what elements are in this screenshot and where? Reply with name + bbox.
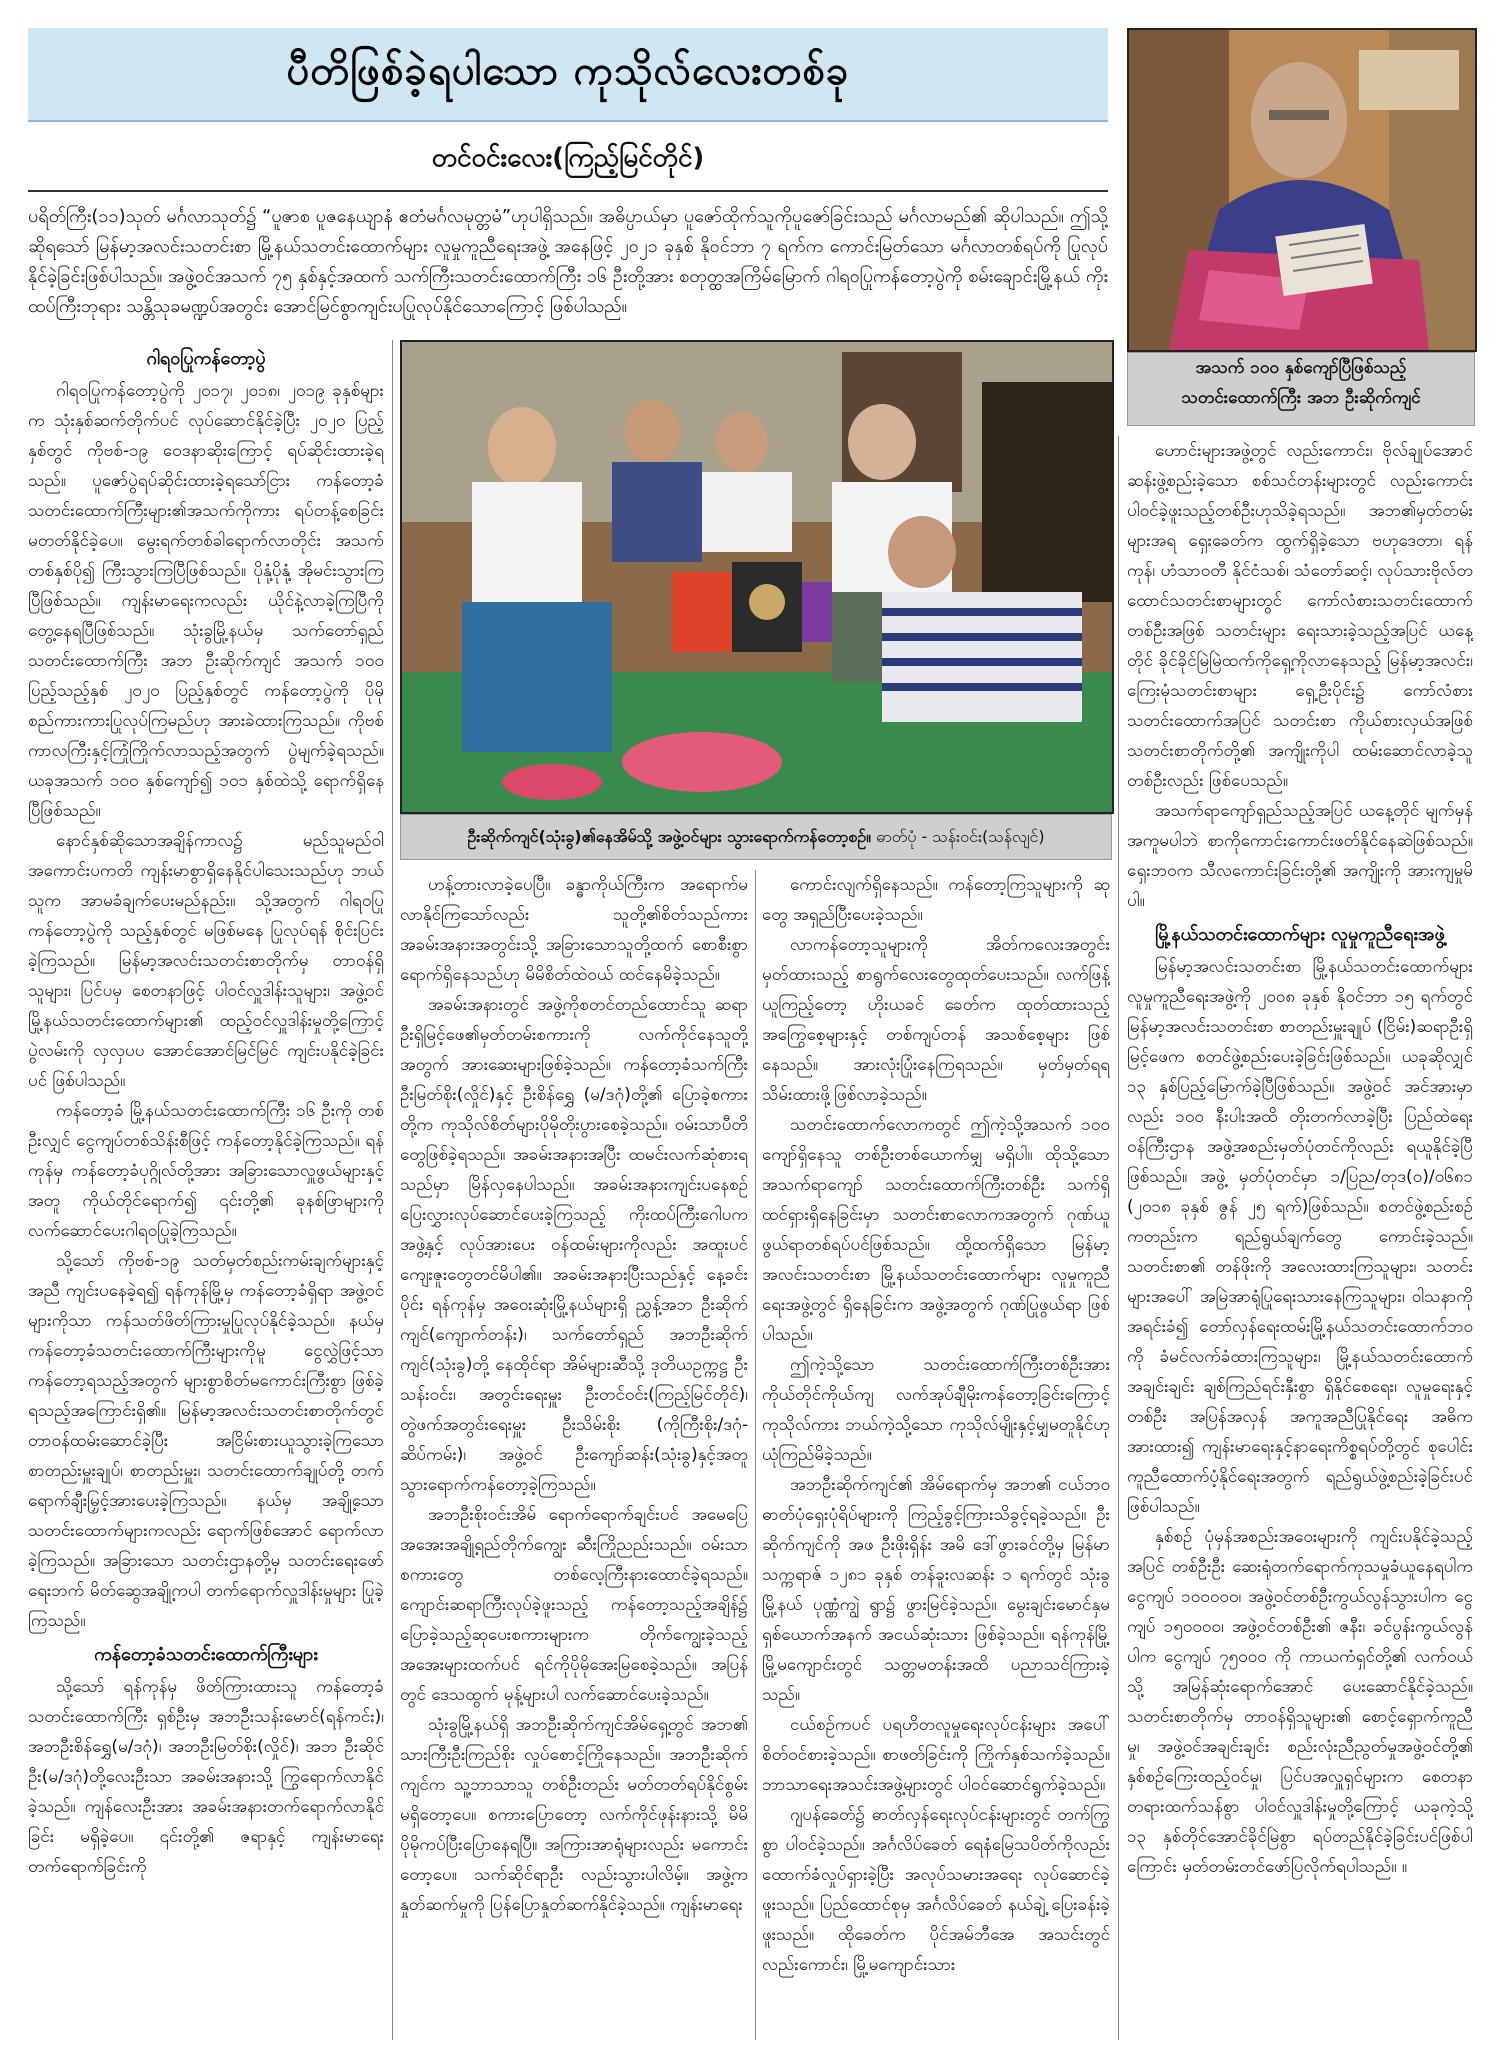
main-photo-caption xyxy=(400,814,1112,860)
side-photo-elderly-journalist xyxy=(1127,28,1477,352)
headline-banner xyxy=(28,28,1108,122)
paragraph: ကန်တော့ခံ မြို့နယ်သတင်းထောက်ကြီး ၁၆ ဦးကို တစ်ဦးလျှင် ငွေကျပ်တစ်သိန်းစီဖြင့် ကန်တော့နိုင်ခဲ့ကြသည်။ ရန်ကုန်မှ ကန်တော့ခံပုဂ္ဂိုလ်တို့အား အခြားသောလှူဖွယ်များနှင့်အတူ ကိုယ်တိုင်ရောက်၍ ၎င်းတို့၏ ခုနစ်ဖြာများကို လက်ဆောင်ပေးဂါရဝပြုခဲ့ကြသည်။ xyxy=(28,1101,384,1241)
paragraph: နှစ်စဉ် ပုံမှန်အစည်းအဝေးများကို ကျင်းပနိုင်ခဲ့သည့်အပြင် တစ်ဦးဦး ဆေးရုံတက်ရောက်ကုသမှုခံယူနေရပါက ငွေကျပ် ၁၀၀၀၀၀၊ အဖွဲ့ဝင်တစ်ဦးကွယ်လွန်သွားပါက ငွေကျပ် ၁၅၀၀၀၀၊ အဖွဲ့ဝင်တစ်ဦး၏ ဇနီး၊ ခင်ပွန်းကွယ်လွန်ပါက ငွေကျပ် ၇၅၀၀၀ ကို ကာယကံရှင်တို့၏ လက်ဝယ်သို့ အမြန်ဆုံးရောက်အောင် ပေးဆောင်နိုင်ခဲ့သည်။ သတင်းစာတိုက်မှ တာဝန်ရှိသူများ၏ စောင့်ရှောက်ကူညီမှု၊ အဖွဲ့ဝင်အချင်းချင်း စည်းလုံးညီညွတ်မှုအဖွဲ့ဝင်တို့၏ နှစ်စဉ်ကြေးထည့်ဝင်မှု၊ ပြင်ပအလှူရှင်များက စေတနာတရားထက်သန်စွာ ပါဝင်လှူဒါန်းမှုတို့ကြောင့် ယခုကဲ့သို့ ၁၃ နှစ်တိုင်အောင်ခိုင်မြဲစွာ ရပ်တည်နိုင်ခဲ့ခြင်းပင်ဖြစ်ပါကြောင်း မှတ်တမ်းတင်ဖော်ပြလိုက်ရပါသည်။ ။ xyxy=(1127,1527,1473,1877)
paragraph: လာကန်တော့သူများကို အိတ်ကလေးအတွင်း မှတ်ထားသည့် စာရွက်လေးတွေထုတ်ပေးသည်။ လက်ဖြန့်ယူကြည့်တော့ ဟိုးယခင် ခေတ်က ထုတ်ထားသည့် အကြွေစေ့များနှင့် တစ်ကျပ်တန် အသစ်စေ့များ ဖြစ်နေသည်။ အားလုံးပြုံးနေကြရသည်။ မှတ်မှတ်ရရ သိမ်းထားဖို့ဖြစ်လာခဲ့သည်။ xyxy=(762,935,1110,1105)
paragraph: မြန်မာ့အလင်းသတင်းစာ မြို့နယ်သတင်းထောက်များ လူမှုကူညီရေးအဖွဲ့ကို ၂၀၀၈ ခုနှစ် နိုဝင်ဘာ ၁၅ ရက်တွင် မြန်မာ့အလင်းသတင်းစာ စာတည်းမှူးချုပ် (ငြိမ်း)ဆရာဦးရှိမြင့်ဖေက စတင်ဖွဲ့စည်းပေးခဲ့ခြင်းဖြစ်သည်။ ယခုဆိုလျှင် ၁၃ နှစ်ပြည့်မြောက်ခဲ့ပြီဖြစ်သည်။ အဖွဲ့ဝင် အင်အားမှာလည်း ၁၀၀ နီးပါးအထိ တိုးတက်လာခဲ့ပြီး ပြည်ထဲရေးဝန်ကြီးဌာန အဖွဲ့အစည်းမှတ်ပုံတင်ကိုလည်း ရယူနိုင်ခဲ့ပြီဖြစ်သည်။ အဖွဲ့ မှတ်ပုံတင်မှာ ၁/ပြည/တုဒ(၀)/၀၆၈၁ (၂၀၁၈ ခုနှစ် ဇွန် ၂၅ ရက်)ဖြစ်သည်။ စတင်ဖွဲ့စည်းစဉ်ကတည်းက ရည်ရွယ်ချက်တွေ ကောင်းခဲ့သည်။ သတင်းစာ၏ တန်ဖိုးကို အလေးထားကြသူများ၊ သတင်းများအပေါ် အမြဲအာရုံပြုရေးသားနေကြသူများ၊ ဝါသနာကိုအရင်းခံ၍ တော်လှန်ရေးထမ်းမြို့နယ်သတင်းထောက်ဘဝကို ခံမင်လက်ခံထားကြသူများ၊ မြို့နယ်သတင်းထောက် အချင်းချင်း ချစ်ကြည်ရင်းနှီးစွာ ရှိနိုင်စေရေး၊ လူမှုရေးနှင့်တစ်ဦး အပြန်အလှန် အကူအညီပြုနိုင်ရေး အဓိကအားထား၍ ကျန်းမာရေးနှင့်နာရေးကိစ္စရပ်တို့တွင် စုပေါင်းကူညီထောက်ပံ့နိုင်ရေးအတွက် ရည်ရွယ်ဖွဲ့စည်းခဲ့ခြင်းပင် ဖြစ်ပါသည်။ xyxy=(1127,957,1473,1517)
ceremony-scene-illustration xyxy=(402,342,1112,812)
paragraph: အဘဦးဆိုက်ကျင်၏ အိမ်ရောက်မှ အဘ၏ ငယ်ဘဝဓာတ်ပုံရှေးပုံရိပ်များကို ကြည့်ခွင့်ကြားသိခွင့်ရခဲ့သည်။ ဦးဆိုက်ကျင်ကို အဖ ဦးဖိုးရှိန်း အမိ ဒေါ်ဖွားခင်တို့မှ မြန်မာသက္ကရာဇ် ၁၂၈၁ ခုနှစ် တန်ခူးလဆန်း ၁ ရက်တွင် သုံးခွမြို့နယ် ပုဏ္ဏံကျွဲ ရွာ၌ ဖွားမြင်ခဲ့သည်။ မွေးချင်းမောင်နှမ ရှစ်ယောက်အနက် အငယ်ဆုံးသား ဖြစ်ခဲ့သည်။ ရန်ကုန်မြို့ မြို့မကျောင်းတွင် သတ္တမတန်းအထိ ပညာသင်ကြားခဲ့သည်။ xyxy=(762,1475,1110,1705)
paragraph: သို့သော် ကိုဗစ်-၁၉ သတ်မှတ်စည်းကမ်းချက်များနှင့်အညီ ကျင်းပနေခဲ့ရ၍ ရန်ကုန်မြို့မှ ကန်တော့ခံရှိရာ အဖွဲ့ဝင်များကိုသာ ကန်သတ်ဖိတ်ကြားမှုပြုလုပ်နိုင်ခဲ့သည်။ နယ်မှကန်တော့ခံသတင်းထောက်ကြီးများကိုမူ ငွေလွှဲဖြင့်သာ ကန်တော့ရသည့်အတွက် များစွာစိတ်မကောင်းကြီးစွာ ဖြစ်ခဲ့ရသည့်အကြောင်းရှိ၏။ မြန်မာ့အလင်းသတင်းစာတိုက်တွင် တာဝန်ထမ်းဆောင်ခဲ့ပြီး အငြိမ်းစားယူသွားခဲ့ကြသော စာတည်းမှူးချုပ်၊ စာတည်းမှူး၊ သတင်းထောက်ချုပ်တို့ တက်ရောက်ချီးမြှင့်အားပေးခဲ့ကြသည်။ နယ်မှ အချို့သော သတင်းထောက်များကလည်း ရောက်ဖြစ်အောင် ရောက်လာခဲ့ကြသည်။ အခြားသော သတင်းဌာနတို့မှ သတင်းရေးဖော်ရေးဘက် မိတ်ဆွေအချို့ကပါ တက်ရောက်လှူဒါန်းမှုများ ပြုခဲ့ကြသည်။ xyxy=(28,1251,384,1631)
paragraph: ဤကဲ့သို့သော သတင်းထောက်ကြီးတစ်ဦးအား ကိုယ်တိုင်ကိုယ်ကျ လက်အုပ်ချီမိုးကန်တော့ခြင်းကြောင့် ကုသိုလ်ကား ဘယ်ကဲ့သို့သော ကုသိုလ်မျိုးနှင့်မျှမတူနိုင်ဟု ယုံကြည်မိခဲ့သည်။ xyxy=(762,1355,1110,1465)
section-heading: ဂါရဝပြုကန်တော့ပွဲ xyxy=(146,348,266,369)
section-heading: မြို့နယ်သတင်းထောက်များ လူမှုကူညီရေးအဖွဲ့ xyxy=(1155,924,1445,945)
side-caption-line2: သတင်းထောက်ကြီး အဘ ဦးဆိုက်ကျင် xyxy=(1181,388,1421,408)
column-divider xyxy=(755,870,756,2040)
article-column-2 xyxy=(400,870,748,2040)
paragraph: အသက်ရာကျော်ရှည်သည့်အပြင် ယနေ့တိုင် မျက်မှန်အကူမပါဘဲ စာကိုကောင်းကောင်းဖတ်နိုင်နေဆဲဖြစ်သည်။ ရှေးဘဝက သီလကောင်းခြင်းတို့၏ အကျိုးကို အားကျမှုမိပါ။ xyxy=(1127,801,1473,911)
side-caption-line1: အသက် ၁၀၀ နှစ်ကျော်ပြီဖြစ်သည့် xyxy=(1195,358,1407,378)
paragraph: အဘဦးစိုးဝင်းအိမ် ရောက်ရောက်ချင်းပင် အမေပြေ အအေးအချို့ရည်တိုက်ကျွေး ဆီးကြိုညည်းသည်။ ဝမ်းသာစကားတွေ တစ်လေ့ကြီးနားထောင်ခဲ့ရသည်။ ကျောင်းဆရာကြီးလုပ်ခဲ့ဖူးသည့် ကန်တော့သည့်အချိန်၌ ပြောခဲ့သည့်ဆုပေးစကားများက တိုက်ကျွေးခဲ့သည့် အအေးများထက်ပင် ရင်ကိုပိုမိုအေးမြစေခဲ့သည်။ အပြန်တွင် ဒေသထွက် မုန့်များပါ လက်ဆောင်ပေးခဲ့သည်။ xyxy=(400,1505,748,1705)
paragraph: အခမ်းအနားတွင် အဖွဲ့ကိုစတင်တည်ထောင်သူ ဆရာဦးရှိမြင့်ဖေ၏မှတ်တမ်းစကားကို လက်ကိုင်နေသူတို့အတွက် အားဆေးများဖြစ်ခဲ့သည်။ ကန်တော့ခံသက်ကြီး ဦးမြတ်စိုး(လှိုင်)နှင့် ဦးစိန်ရွှေ (မ/ဒဂုံ)တို့၏ ပြောခဲ့စကားတို့က ကုသိုလ်စိတ်များပိုမိုတိုးပွားစေခဲ့သည်။ ဝမ်းသာပီတိတွေဖြစ်ခဲ့ရသည်။ အခမ်းအနားအပြီး ထမင်းလက်ဆုံစားရသည်မှာ မြိန်လှနေပါသည်။ အခမ်းအနားကျင်းပနေစဉ် ပြေးလွှားလုပ်ဆောင်ပေးခဲ့ကြသည့် ကိုးထပ်ကြီးဂေါပကအဖွဲ့နှင့် လုပ်အားပေး ဝန်ထမ်းများကိုလည်း အထူးပင်ကျေးဇူးတွေတင်မိပါ၏။ အခမ်းအနားပြီးသည်နှင့် နေ့ခင်းပိုင်း ရန်ကုန်မှ အဝေးဆုံးမြို့နယ်များရှိ ညွှန့်အဘ ဦးဆိုက်ကျင်(ကျောက်တန်း)၊ သက်တော်ရှည် အဘဦးဆိုက်ကျင်(သုံးခွ)တို့ နေထိုင်ရာ အိမ်များဆီသို့ ဒုတိယဥက္ကဋ္ဌ ဦးသန်းဝင်း၊ အတွင်းရေးမှူး ဦးတင်ဝင်း(ကြည့်မြင်တိုင်)၊ တွဲဖက်အတွင်းရေးမှူး ဦးသိမ်းစိုး (ကိုကြီးစိုး/ဒဂုံ-ဆိပ်ကမ်း)၊ အဖွဲ့ဝင် ဦးကျော်ဆန်း(သုံးခွ)နှင့်အတူ သွားရောက်ကန်တော့ခဲ့ကြသည်။ xyxy=(400,995,748,1495)
main-caption-credit: ဓာတ်ပုံ - သန်းဝင်း(သန်လျင်) xyxy=(870,827,1045,846)
paragraph: ငယ်စဉ်ကပင် ပရဟိတလူမှုရေးလုပ်ငန်းများ အပေါ်စိတ်ဝင်စားခဲ့သည်။ စာဖတ်ခြင်းကို ကြိုက်နှစ်သက်ခဲ့သည်။ ဘာသာရေးအသင်းအဖွဲ့များတွင် ပါဝင်ဆောင်ရွက်ခဲ့သည်။ xyxy=(762,1715,1110,1795)
paragraph: ဟောင်းများအဖွဲ့တွင် လည်းကောင်း၊ ဗိုလ်ချုပ်အောင်ဆန်းဖွဲ့စည်းခဲ့သော စစ်သင်တန်းများတွင် လည်းကောင်း ပါဝင်ခဲ့ဖူးသည့်တစ်ဦးဟုသိခဲ့ရသည်။ အဘ၏မှတ်တမ်းများအရ ရှေးခေတ်က ထွက်ရှိခဲ့သော ဗဟုဒေတာ၊ ရန်ကုန်၊ ဟံသာဝတီ နိုင်ငံသစ်၊ သံတော်ဆင့်၊ လုပ်သားဗိုလ်တထောင်သတင်းစာများတွင် ကော်လံစားသတင်းထောက်တစ်ဦးအဖြစ် သတင်းများ ရေးသားခဲ့သည့်အပြင် ယနေ့တိုင် ခိုင်ခိုင်မြဲမြဲထက်ကိုရှေ့ကိုလာနေသည့် မြန်မာ့အလင်း၊ ကြေးမုံသတင်းစာများ ရှေ့ဦးပိုင်း၌ ကော်လံစားသတင်းထောက်အပြင် သတင်းစာ ကိုယ်စားလှယ်အဖြစ် သတင်းစာတိုက်တို့၏ အကျိုးကိုပါ ထမ်းဆောင်လာခဲ့သူတစ်ဦးလည်း ဖြစ်ပေသည်။ xyxy=(1127,441,1473,791)
section-heading: ကန်တော့ခံသတင်းထောက်ကြီးများ xyxy=(94,1644,318,1665)
divider xyxy=(28,190,1108,192)
paragraph: သတင်းထောက်လောကတွင် ဤကဲ့သို့အသက် ၁၀၀ ကျော်ရှိနေသူ တစ်ဦးတစ်ယောက်မျှ မရှိပါ။ ထိုသို့သော အသက်ရာကျော် သတင်းထောက်ကြီးတစ်ဦး သက်ရှိထင်ရှားရှိနေခြင်းမှာ သတင်းစာလောကအတွက် ဂုဏ်ယူဖွယ်ရာတစ်ရပ်ပင်ဖြစ်သည်။ ထို့ထက်ရှိသော မြန်မာ့အလင်းသတင်းစာ မြို့နယ်သတင်းထောက်များ လူမှုကူညီရေးအဖွဲ့တွင် ရှိနေခြင်းက အဖွဲ့အတွက် ဂုဏ်ပြုဖွယ်ရာ ဖြစ်ပါသည်။ xyxy=(762,1115,1110,1345)
paragraph: နောင်နှစ်ဆိုသောအချိန်ကာလ၌ မည်သူမည်ဝါ အကောင်းပကတိ ကျန်းမာစွာရှိနေနိုင်ပါသေးသည်ဟု ဘယ်သူက အာမခံချက်ပေးမည်နည်း။ သို့အတွက် ဂါရဝပြုကန်တော့ပွဲကို သည့်နှစ်တွင် မဖြစ်မနေ ပြုလုပ်ရန် စိုင်းပြင်းခဲ့ကြသည်။ မြန်မာ့အလင်းသတင်းစာတိုက်မှ တာဝန်ရှိသူများ၊ ပြင်ပမှ စေတနာဖြင့် ပါဝင်လှူဒါန်းသူများ၊ အဖွဲ့ဝင်မြို့နယ်သတင်းထောက်များ၏ ထည့်ဝင်လှူဒါန်းမှုတို့ကြောင့် ပွဲလမ်းကို လှလှပပ အောင်အောင်မြင်မြင် ကျင်းပနိုင်ခဲ့ခြင်းပင် ဖြစ်ပါသည်။ xyxy=(28,831,384,1091)
paragraph: သုံးခွမြို့နယ်ရှိ အဘဦးဆိုက်ကျင်အိမ်ရှေ့တွင် အဘ၏ သားကြီးဦးကြည်စိုး လှုပ်စောင့်ကြိုနေသည်။ အဘဦးဆိုက်ကျင်က သူ့ဘာသာသူ တစ်ဦးတည်း မတ်တတ်ရပ်နိုင်စွမ်း မရှိတော့ပေ။ စကားပြောတော့ လက်ကိုင်ဖုန်းနားသို့ မိမိပိုမိုကပ်ပြီးပြောနေရပြီ။ အကြားအာရုံများလည်း မကောင်းတော့ပေ။ သက်ဆိုင်ရာဦး လည်းသွားပါလိမ့်။ အဖွဲ့က နှုတ်ဆက်မှုကို ပြန်ပြောနှုတ်ဆက်နိုင်ခဲ့သည်။ ကျန်းမာရေး xyxy=(400,1715,748,1915)
column-divider xyxy=(1118,436,1119,2040)
main-caption-text: ဦးဆိုက်ကျင်(သုံးခွ)၏နေအိမ်သို့ အဖွဲ့ဝင်များ သွားရောက်ကန်တော့စဉ်။ xyxy=(467,827,871,846)
main-photo-ceremony xyxy=(400,340,1114,814)
elderly-man-reading-illustration xyxy=(1129,30,1475,350)
author-byline: တင်ဝင်းလေး(ကြည့်မြင်တိုင်) xyxy=(431,143,705,173)
column-divider xyxy=(392,340,393,2040)
article-column-3 xyxy=(762,870,1110,2040)
article-column-1 xyxy=(28,340,384,2040)
paragraph: သို့သော် ရန်ကုန်မှ ဖိတ်ကြားထားသူ ကန်တော့ခံသတင်းထောက်ကြီး ရှစ်ဦးမှ အဘဦးသန်းမောင်(ရန်ကင်း)၊ အဘဦးစိန်ရွှေ(မ/ဒဂုံ)၊ အဘဦးမြတ်စိုး(လှိုင်)၊ အဘ ဦးဆိုင်ဦး(မ/ဒဂုံ)တို့လေးဦးသာ အခမ်းအနားသို့ ကြွရောက်လာနိုင်ခဲ့သည်။ ကျန်လေးဦးအား အခမ်းအနားတက်ရောက်လာနိုင်ခြင်း မရှိခဲ့ပေ။ ၎င်းတို့၏ ဇရာနှင့် ကျန်းမာရေး တက်ရောက်ခြင်းကို xyxy=(28,1677,384,1877)
side-photo-caption xyxy=(1127,352,1475,426)
headline-title: ပီတိဖြစ်ခဲ့ရပါသော ကုသိုလ်လေးတစ်ခု xyxy=(286,47,850,94)
paragraph: ဟန့်တားလာခဲ့ပေပြီ။ ခန္ဓာကိုယ်ကြီးက အရောက်မလာနိုင်ကြသော်လည်း သူတို့၏စိတ်သည်ကား အခမ်းအနားအတွင်းသို့ အခြားသောသူတို့ထက် စောစီးစွာ ရောက်ရှိနေသည်ဟု မိမိစိတ်ထဲဝယ် ထင်နေမိခဲ့သည်။ xyxy=(400,875,748,985)
paragraph: ဂါရဝပြုကန်တော့ပွဲကို ၂၀၁၇၊ ၂၀၁၈၊ ၂၀၁၉ ခုနှစ်များက သုံးနှစ်ဆက်တိုက်ပင် လုပ်ဆောင်နိုင်ခဲ့ပြီး ၂၀၂၀ ပြည့်နှစ်တွင် ကိုဗစ်-၁၉ ဝေဒနာဆိုးကြောင့် ရပ်ဆိုင်းထားခဲ့ရသည်။ ပူဇော်ပွဲရပ်ဆိုင်းထားခဲ့ရသော်ငြား ကန်တော့ခံသတင်းထောက်ကြီးများ၏အသက်ကိုကား ရပ်တန့်စေခြင်း မတတ်နိုင်ခဲ့ပေ။ မွေးရက်တစ်ခါရောက်လာတိုင်း အသက်တစ်နှစ်ပို၍ ကြီးသွားကြပြီဖြစ်သည်။ ပိုနုံ့ပိုနုံ့ အိုမင်းသွားကြပြီဖြစ်သည်။ ကျန်းမာရေးကလည်း ယိုင်နဲ့လာခဲ့ကြပြီကို တွေ့နေရပြီဖြစ်သည်။ သုံးခွမြို့နယ်မှ သက်တော်ရှည်သတင်းထောက်ကြီး အဘ ဦးဆိုက်ကျင် အသက် ၁၀၀ ပြည့်သည့်နှစ် ၂၀၂၀ ပြည့်နှစ်တွင် ကန်တော့ပွဲကို ပိုမိုစည်ကားကားပြုလုပ်ကြမည်ဟု အားခဲထားကြသည်။ ကိုဗစ်ကာလကြီးနှင့်ကြုံကြိုက်လာသည့်အတွက် ပွဲမျက်ခဲ့ရသည်။ ယခုအသက် ၁၀၀ နှစ်ကျော်၍ ၁၀၁ နှစ်ထဲသို့ ရောက်ရှိနေပြီဖြစ်သည်။ xyxy=(28,381,384,821)
paragraph: ကောင်းလျက်ရှိနေသည်။ ကန်တော့ကြသူများကို ဆုတွေ အရှည်ပြီးပေးခဲ့သည်။ xyxy=(762,875,1110,925)
article-column-4 xyxy=(1127,436,1473,2040)
paragraph: ဂျပန်ခေတ်၌ ဓာတ်လှန်ရေးလုပ်ငန်းများတွင် တက်ကြွစွာ ပါဝင်ခဲ့သည်။ အင်္ဂလိပ်ခေတ် ရေနံမြေသပိတ်ကိုလည်း ထောက်ခံလှုပ်ရှားခဲ့ပြီး အလုပ်သမားအရေး လုပ်ဆောင်ခဲ့ဖူးသည်။ ပြည်ထောင်စုမှ အင်္ဂလိပ်ခေတ် နယ်ချဲ့ ပြေးခန်းခဲ့ဖူးသည်။ ထိုခေတ်က ပိုင်အမ်ဘီအေ အသင်းတွင်လည်းကောင်း၊ မြို့မကျောင်းသား xyxy=(762,1805,1110,1975)
intro-paragraph: ပရိတ်ကြီး(၁၁)သုတ် မင်္ဂလာသုတ်၌ “ပူဇာစ ပူဇနေယျာနံ ဧတံမင်္ဂလမုတ္တမံ”ဟုပါရှိသည်။ အဓိပ္ပာယ်မှာ ပူဇော်ထိုက်သူကိုပူဇော်ခြင်းသည် မင်္ဂလာမည်၏ ဆိုပါသည်။ ဤသို့ဆိုရသော် မြန်မာ့အလင်းသတင်းစာ မြို့နယ်သတင်းထောက်များ လူမှုကူညီရေးအဖွဲ့ အနေဖြင့် ၂၀၂၁ ခုနှစ် နိုဝင်ဘာ ၇ ရက်က ကောင်းမြတ်သော မင်္ဂလာတစ်ရပ်ကို ပြုလုပ်နိုင်ခဲ့ခြင်းဖြစ်ပါသည်။ အဖွဲ့ဝင်အသက် ၇၅ နှစ်နှင့်အထက် သက်ကြီးသတင်းထောက်ကြီး ၁၆ ဦးတို့အား စတုတ္ထအကြိမ်မြောက် ဂါရဝပြုကန်တော့ပွဲကို စမ်းချောင်းမြို့နယ် ကိုးထပ်ကြီးဘုရား သန္တိသုခမဏ္ဍပ်အတွင်း အောင်မြင်စွာကျင်းပပြုလုပ်နိုင်သောကြောင့် ဖြစ်ပါသည်။ xyxy=(28,206,1108,317)
